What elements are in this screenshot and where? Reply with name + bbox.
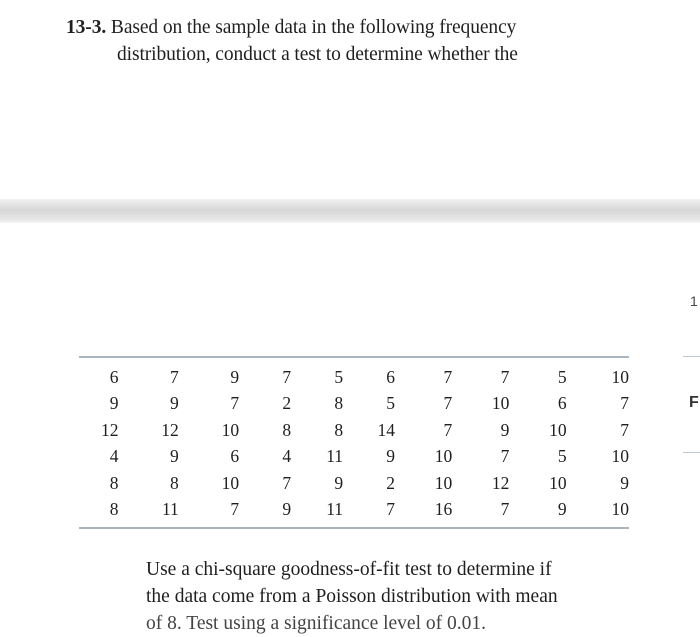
instruction-line-2: the data come from a Poisson distribution with mean — [146, 586, 558, 607]
table-cell: 2 — [386, 472, 396, 493]
page-gap-band — [0, 199, 700, 223]
instruction-text — [146, 556, 646, 634]
table-cell: 9 — [170, 393, 179, 414]
table-cell: 10 — [491, 393, 510, 414]
frequency-data-table — [79, 356, 629, 529]
table-cell: 9 — [170, 446, 179, 467]
table-cell: 7 — [170, 366, 179, 387]
table-cell: 8 — [282, 419, 292, 440]
table-cell: 6 — [557, 393, 567, 414]
table-cell: 10 — [611, 366, 629, 387]
problem-text-line-1: Based on the sample data in the following frequency — [110, 17, 517, 38]
table-cell: 9 — [109, 393, 119, 414]
table-cell: 9 — [557, 499, 567, 520]
table-cell: 12 — [101, 419, 119, 440]
table-cell: 7 — [500, 499, 510, 520]
table-cell: 9 — [500, 419, 510, 440]
table-cell: 4 — [282, 446, 292, 467]
table-cell: 8 — [109, 472, 119, 493]
table-cell: 9 — [620, 472, 629, 493]
table-row — [79, 444, 629, 471]
table-cell: 10 — [611, 446, 629, 467]
table-cell: 16 — [434, 499, 453, 520]
adjacent-page-rule-top — [683, 356, 700, 357]
table-row — [79, 391, 629, 418]
problem-number: 13-3. — [66, 17, 107, 38]
table-cell: 7 — [620, 419, 629, 440]
table-cell: 9 — [334, 472, 344, 493]
table-row — [79, 417, 629, 444]
table-cell: 7 — [620, 393, 629, 414]
table-row — [79, 497, 629, 529]
table-cell: 7 — [230, 393, 240, 414]
table-cell: 5 — [334, 366, 344, 387]
table-cell: 10 — [549, 472, 567, 493]
table-cell: 10 — [549, 419, 567, 440]
table-cell: 7 — [500, 446, 510, 467]
table-cell: 7 — [443, 393, 453, 414]
table-cell: 9 — [386, 446, 396, 467]
instruction-line-3: of 8. Test using a significance level of 0.01. — [146, 613, 486, 634]
table-cell: 8 — [334, 419, 344, 440]
table-cell: 10 — [434, 472, 453, 493]
table-cell: 7 — [282, 366, 292, 387]
table-cell: 11 — [326, 499, 344, 520]
table-cell: 12 — [491, 472, 510, 493]
table-cell: 7 — [230, 499, 240, 520]
adjacent-page-rule-bottom — [683, 452, 700, 453]
table-cell: 7 — [386, 499, 396, 520]
table-cell: 8 — [170, 472, 179, 493]
table-cell: 11 — [326, 446, 344, 467]
table-cell: 6 — [230, 446, 240, 467]
adjacent-page-number: 1 — [690, 293, 698, 309]
table-cell: 7 — [500, 366, 510, 387]
table-cell: 7 — [443, 366, 453, 387]
problem-statement — [66, 14, 686, 68]
instruction-line-1: Use a chi-square goodness-of-fit test to determine if — [146, 559, 552, 580]
table-cell: 7 — [282, 472, 292, 493]
table-row — [79, 357, 629, 391]
table-cell: 7 — [443, 419, 453, 440]
table-cell: 9 — [230, 366, 240, 387]
table-cell: 10 — [221, 472, 240, 493]
table-cell: 8 — [334, 393, 344, 414]
table-cell: 5 — [557, 446, 567, 467]
adjacent-page-letter: F — [689, 394, 699, 411]
table-cell: 5 — [386, 393, 396, 414]
table-cell: 6 — [109, 366, 119, 387]
table-cell: 14 — [377, 419, 396, 440]
problem-text-line-2: distribution, conduct a test to determine whether the — [117, 44, 518, 65]
table-cell: 4 — [109, 446, 119, 467]
table-cell: 10 — [434, 446, 453, 467]
table-cell: 8 — [109, 499, 119, 520]
table-cell: 12 — [161, 419, 179, 440]
table-cell: 10 — [611, 499, 629, 520]
table-cell: 2 — [282, 393, 292, 414]
table-cell: 5 — [557, 366, 567, 387]
table-cell: 11 — [161, 499, 179, 520]
table-cell: 10 — [221, 419, 240, 440]
table-cell: 9 — [282, 499, 292, 520]
table-cell: 6 — [386, 366, 396, 387]
table-row — [79, 470, 629, 497]
